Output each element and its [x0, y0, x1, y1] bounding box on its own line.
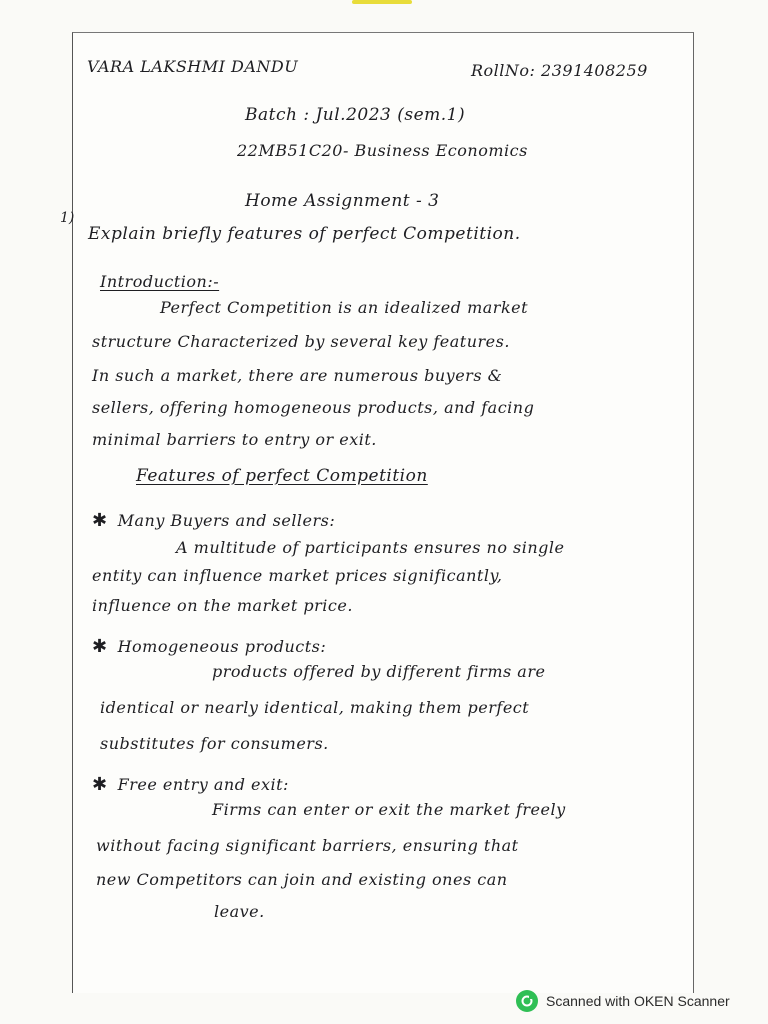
intro-line-5: minimal barriers to entry or exit. [92, 430, 377, 449]
feature-2-line-2: identical or nearly identical, making them perfect [100, 698, 530, 717]
scanner-text: Scanned with OKEN Scanner [546, 993, 730, 1009]
introduction-heading: Introduction:- [100, 272, 220, 291]
features-heading: Features of perfect Competition [136, 466, 428, 486]
asterisk-bullet-icon: ✱ [92, 636, 108, 657]
feature-3-line-3: new Competitors can join and existing ones can [96, 870, 508, 889]
feature-2-title-text: Homogeneous products: [117, 637, 327, 656]
question-text: Explain briefly features of perfect Competition. [88, 224, 521, 244]
feature-2-line-1: products offered by different firms are [212, 662, 546, 681]
feature-2-line-3: substitutes for consumers. [100, 734, 329, 753]
student-name: VARA LAKSHMI DANDU [87, 57, 299, 76]
feature-1-title-text: Many Buyers and sellers: [117, 511, 336, 530]
asterisk-bullet-icon: ✱ [92, 510, 108, 531]
course-line: 22MB51C20- Business Economics [237, 141, 528, 160]
feature-3-line-2: without facing significant barriers, ensuring that [96, 836, 519, 855]
scanner-watermark [516, 988, 730, 1014]
intro-line-2: structure Characterized by several key features. [92, 332, 510, 351]
feature-3-title-text: Free entry and exit: [117, 775, 289, 794]
intro-line-3: In such a market, there are numerous buyers & [92, 366, 503, 385]
feature-1-line-1: A multitude of participants ensures no single [176, 538, 565, 557]
feature-3-line-1: Firms can enter or exit the market freely [212, 800, 566, 819]
assignment-title: Home Assignment - 3 [245, 191, 440, 211]
feature-2-title [92, 636, 326, 657]
feature-3-line-4: leave. [214, 902, 265, 921]
oken-scanner-logo-icon [516, 990, 538, 1012]
feature-1-title [92, 510, 335, 531]
batch-line: Batch : Jul.2023 (sem.1) [245, 105, 466, 125]
intro-line-4: sellers, offering homogeneous products, and facing [92, 398, 535, 417]
yellow-tab-mark [352, 0, 412, 4]
feature-3-title [92, 774, 289, 795]
feature-1-line-3: influence on the market price. [92, 596, 353, 615]
feature-1-line-2: entity can influence market prices significantly, [92, 566, 503, 585]
asterisk-bullet-icon: ✱ [92, 774, 108, 795]
intro-line-1: Perfect Competition is an idealized market [160, 298, 529, 317]
roll-number: RollNo: 2391408259 [471, 61, 648, 80]
question-number: 1) [60, 210, 75, 226]
